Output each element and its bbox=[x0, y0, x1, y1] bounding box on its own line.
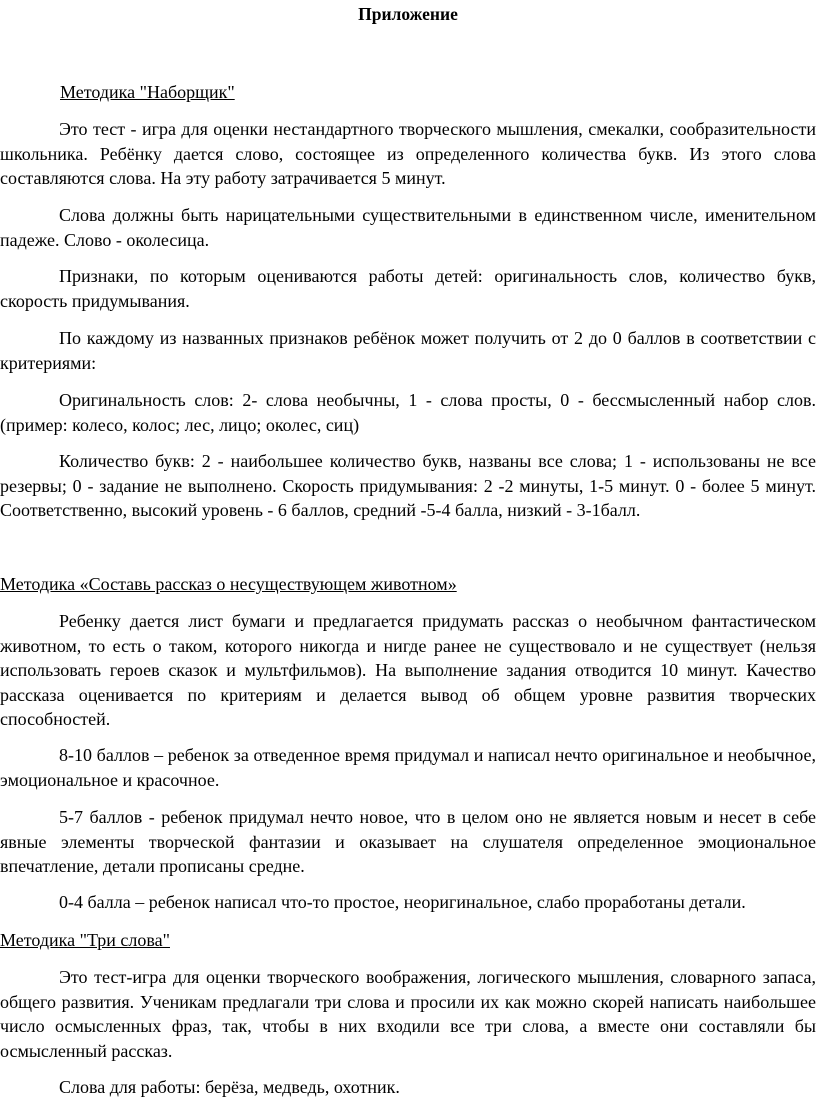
paragraph: Слова для работы: берёза, медведь, охотник. bbox=[59, 1077, 400, 1097]
page-title: Приложение bbox=[358, 4, 458, 24]
paragraph: Признаки, по которым оцениваются работы детей: оригинальность слов, количество букв, скорость придумывания. bbox=[0, 266, 816, 311]
paragraph: 0-4 балла – ребенок написал что-то простое, неоригинальное, слабо проработаны детали. bbox=[59, 892, 746, 912]
paragraph: 5-7 баллов - ребенок придумал нечто новое, что в целом оно не является новым и несет в себе явные элементы творческой фантазии и оказывает на слушателя определенное эмоциональное впечатление, детали прописаны средне. bbox=[0, 807, 816, 876]
paragraph: Оригинальность слов: 2- слова необычны, 1 - слова просты, 0 - бессмысленный набор слов.(пример: колесо, колос; лес, лицо; околес, сиц) bbox=[0, 390, 816, 435]
paragraph: Это тест - игра для оценки нестандартного творческого мышления, смекалки, сообразительности школьника. Ребёнку дается слово, состоящее из определенного количества букв. Из этого слова составляются слова. На эту работу затрачивается 5 минут. bbox=[0, 119, 816, 188]
paragraph: 8-10 баллов – ребенок за отведенное время придумал и написал нечто оригинальное и необычное, эмоциональное и красочное. bbox=[0, 745, 816, 790]
paragraph: Количество букв: 2 - наибольшее количество букв, названы все слова; 1 - использованы не все резервы; 0 - задание не выполнено. Скорость придумывания: 2 -2 минуты, 1-5 минут. 0 - более 5 минут. Соответственно, высокий уровень - 6 баллов, средний -5-4 балла, низкий - 3-1балл. bbox=[0, 451, 816, 520]
paragraph: По каждому из названных признаков ребёнок может получить от 2 до 0 баллов в соответствии с критериями: bbox=[0, 328, 816, 373]
section-heading-three-words: Методика "Три слова" bbox=[0, 930, 170, 950]
section-heading-naborshchik: Методика "Наборщик" bbox=[60, 82, 235, 102]
paragraph: Это тест-игра для оценки творческого воображения, логического мышления, словарного запаса, общего развития. Ученикам предлагали три слова и просили их как можно скорей написать наибольшее число осмысленных фраз, так, чтобы в них входили все три слова, а вместе они составляли бы осмысленный рассказ. bbox=[0, 967, 816, 1061]
paragraph: Ребенку дается лист бумаги и предлагается придумать рассказ о необычном фантастическом животном, то есть о таком, которого никогда и нигде ранее не существовало и не существует (нельзя использовать героев сказок и мультфильмов). На выполнение задания отводится 10 минут. Качество рассказа оценивается по критериям и делается вывод об общем уровне развития творческих способностей. bbox=[0, 611, 816, 729]
section-heading-story: Методика «Составь рассказ о несуществующем животном» bbox=[0, 574, 457, 594]
paragraph: Слова должны быть нарицательными существительными в единственном числе, именительном падеже. Слово - околесица. bbox=[0, 205, 816, 250]
